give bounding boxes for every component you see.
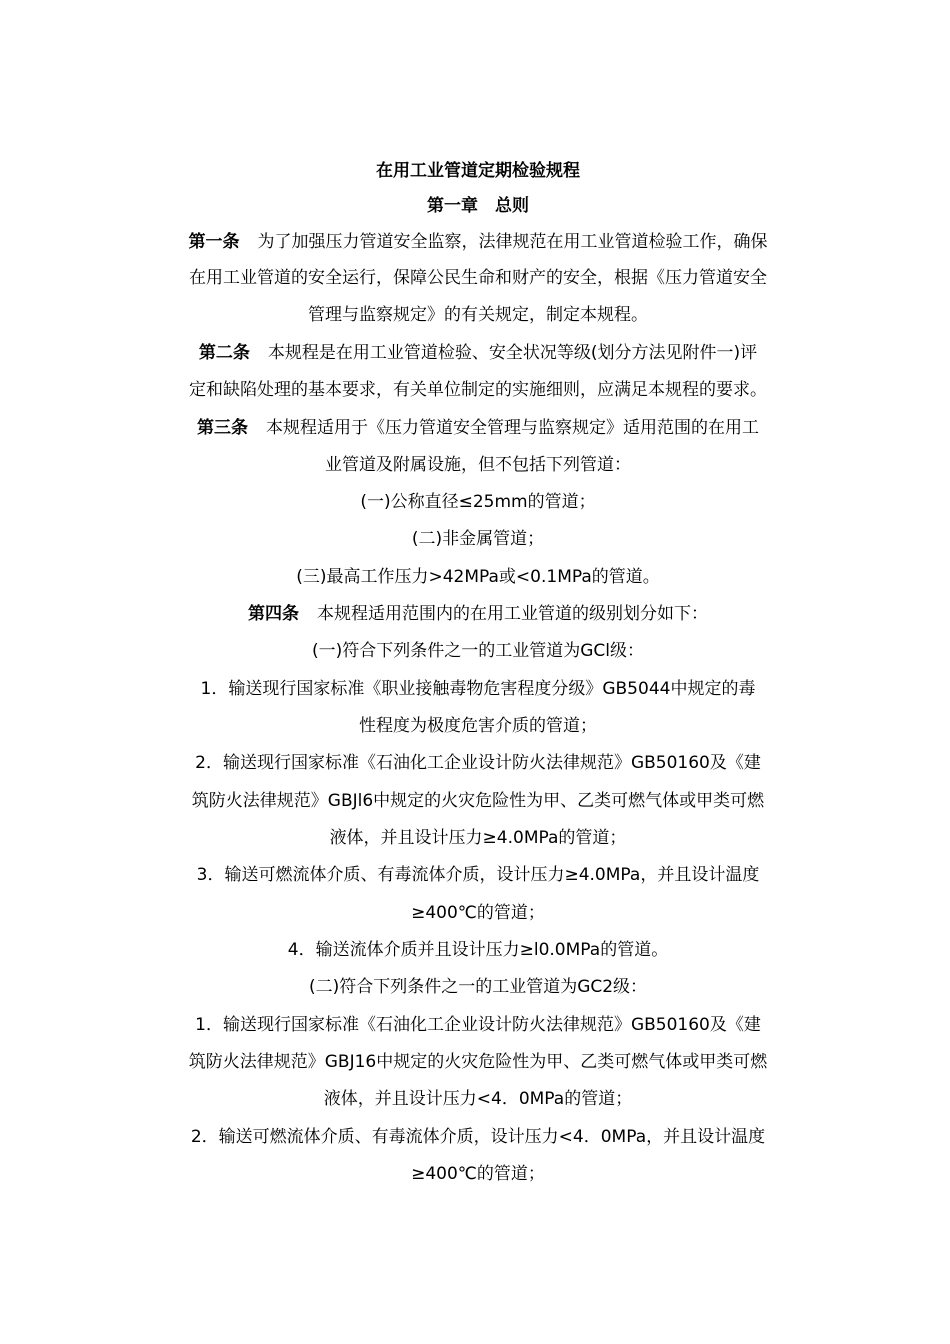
article-1-line-1 [150, 223, 806, 261]
article-1-line-3: 管理与监察规定》的有关规定，制定本规程。 [308, 305, 648, 325]
article-1-label: 第一条 [188, 232, 240, 252]
article-4-gc1-heading: (一)符合下列条件之一的工业管道为GCl级： [311, 641, 645, 661]
article-4-gc1-item-4: 4．输送流体介质并且设计压力≥l0.0MPa的管道。 [287, 940, 669, 960]
article-4-gc2-item-2-line-1: 2．输送可燃流体介质、有毒流体介质，设计压力<4．0MPa，并且设计温度 [190, 1127, 766, 1147]
article-3-item-3: (三)最高工作压力>42MPa或<0.1MPa的管道。 [296, 567, 660, 587]
article-3-label: 第三条 [197, 418, 248, 438]
article-1-text: 为了加强压力管道安全监察，法律规范在用工业管道检验工作，确保 [257, 232, 768, 252]
article-3-line-2: 业管道及附属设施，但不包括下列管道： [325, 455, 631, 475]
article-4-gc1-item-3-line-2: ≥400℃的管道； [411, 903, 545, 923]
article-4-gc1-item-1-line-2: 性程度为极度危害介质的管道； [359, 716, 597, 736]
article-2-line-1 [150, 334, 806, 372]
article-4-line-1 [150, 595, 806, 633]
article-4-gc2-heading: (二)符合下列条件之一的工业管道为GC2级： [308, 977, 648, 997]
article-4-gc2-item-1-line-1: 1．输送现行国家标准《石油化工企业设计防火法律规范》GB50160及《建 [195, 1015, 761, 1035]
article-4-gc2-item-1-line-2: 筑防火法律规范》GBJ16中规定的火灾危险性为甲、乙类可燃气体或甲类可燃 [188, 1052, 768, 1072]
article-4-label: 第四条 [248, 604, 299, 624]
document-title: 在用工业管道定期检验规程 [376, 161, 580, 181]
article-4-gc2-item-2-line-2: ≥400℃的管道； [411, 1164, 545, 1184]
article-4-text: 本规程适用范围内的在用工业管道的级别划分如下： [317, 604, 708, 624]
article-4-gc2-item-1-line-3: 液体，并且设计压力<4．0MPa的管道； [323, 1089, 633, 1109]
article-3-item-2: (二)非金属管道； [411, 529, 545, 549]
article-3-item-1: (一)公称直径≤25mm的管道； [360, 492, 596, 512]
article-2-label: 第二条 [198, 343, 250, 363]
article-4-gc1-item-2-line-2: 筑防火法律规范》GBJl6中规定的火灾危险性为甲、乙类可燃气体或甲类可燃 [191, 791, 765, 811]
article-4-gc1-item-3-line-1: 3．输送可燃流体介质、有毒流体介质，设计压力≥4.0MPa，并且设计温度 [196, 865, 760, 885]
article-2-text: 本规程是在用工业管道检验、安全状况等级(划分方法见附件一)评 [267, 343, 758, 363]
article-3-text: 本规程适用于《压力管道安全管理与监察规定》适用范围的在用工 [266, 418, 759, 438]
article-3-line-1 [150, 409, 806, 447]
article-1-line-2: 在用工业管道的安全运行，保障公民生命和财产的安全，根据《压力管道安全 [189, 268, 767, 288]
article-4-gc1-item-2-line-1: 2．输送现行国家标准《石油化工企业设计防火法律规范》GB50160及《建 [195, 753, 761, 773]
article-4-gc1-item-2-line-3: 液体，并且设计压力≥4.0MPa的管道； [329, 828, 627, 848]
article-2-line-2: 定和缺陷处理的基本要求，有关单位制定的实施细则，应满足本规程的要求。 [189, 380, 767, 400]
article-4-gc1-item-1-line-1: 1．输送现行国家标准《职业接触毒物危害程度分级》GB5044中规定的毒 [200, 679, 756, 699]
chapter-heading: 第一章 总则 [427, 196, 529, 216]
